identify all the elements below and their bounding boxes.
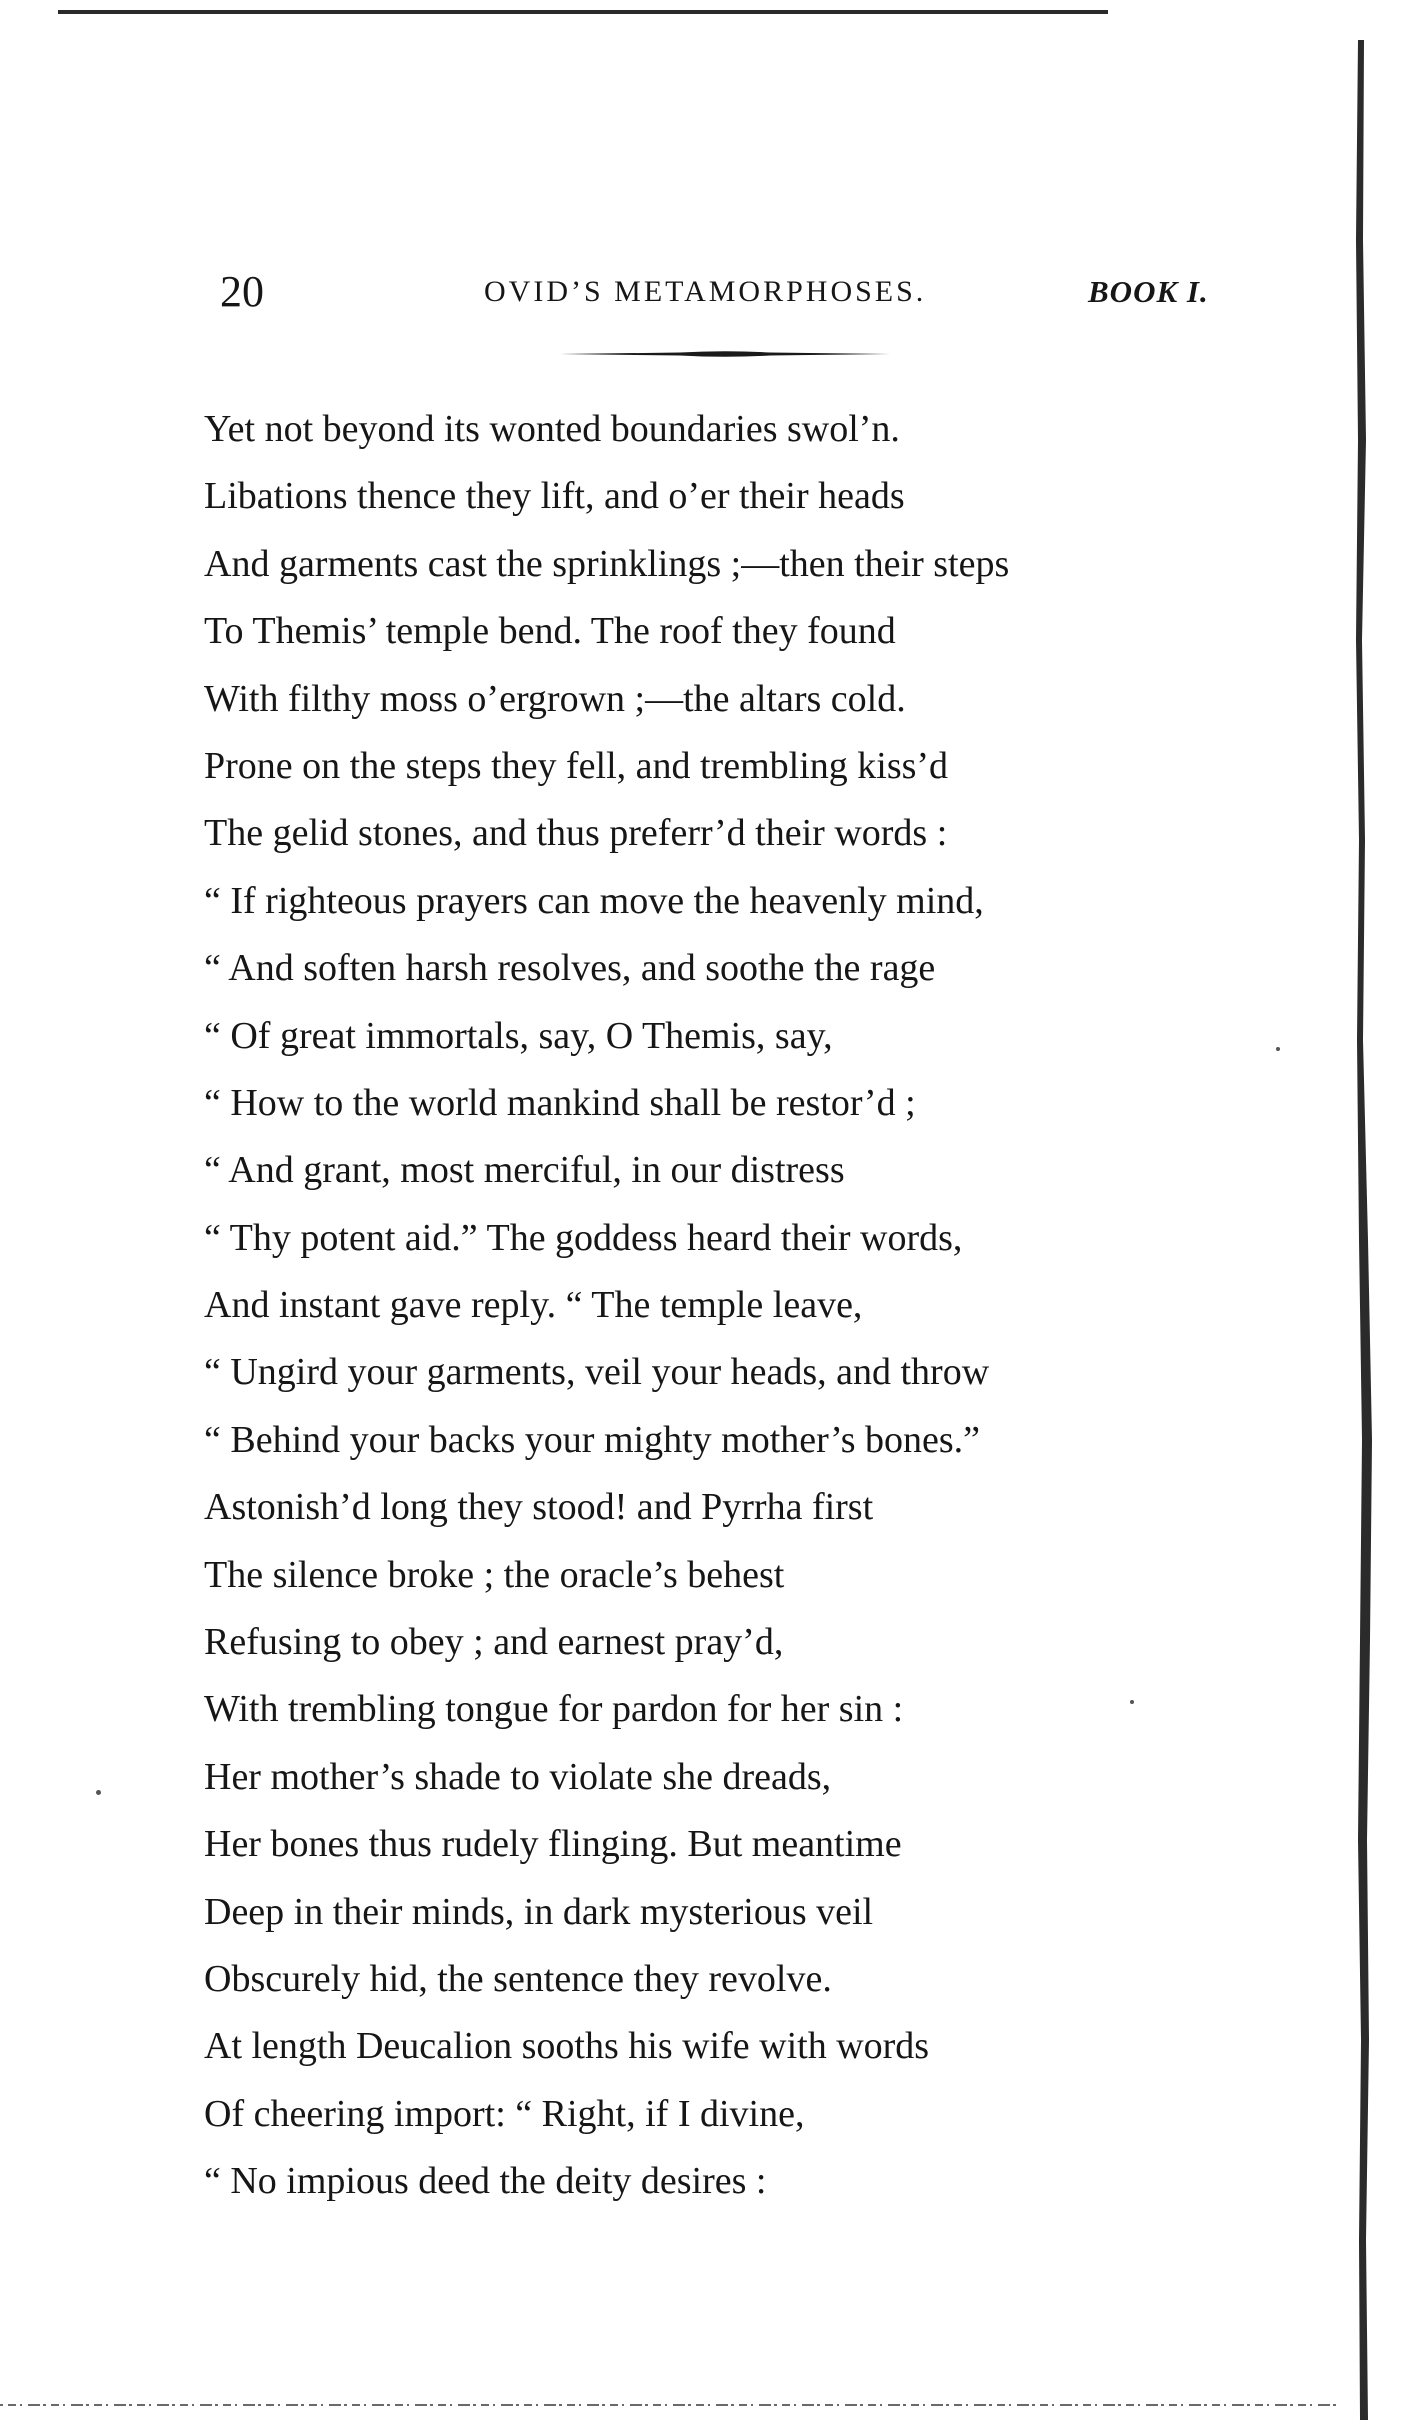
verse-line: Of cheering import: “ Right, if I divine, [204, 2092, 805, 2135]
verse-line: Prone on the steps they fell, and trembling kiss’d [204, 744, 949, 787]
bottom-edge-noise [0, 2396, 1340, 2404]
verse-line: “ And soften harsh resolves, and soothe the rage [204, 947, 936, 990]
verse-line: Libations thence they lift, and o’er their heads [204, 475, 905, 518]
page-header [0, 262, 1407, 322]
verse-line: The gelid stones, and thus preferr’d their words : [204, 812, 948, 855]
verse-line: “ Of great immortals, say, O Themis, say, [204, 1014, 833, 1057]
page-number: 20 [220, 267, 264, 316]
ink-speck [1130, 1700, 1134, 1704]
book-label: BOOK I. [1088, 274, 1209, 309]
running-title: OVID’S METAMORPHOSES. [484, 275, 927, 308]
ornamental-rule [560, 350, 890, 358]
page-edge-shadow [1350, 40, 1376, 2420]
verse-line: And garments cast the sprinklings ;—then their steps [204, 542, 1010, 585]
verse-line: Yet not beyond its wonted boundaries swol’n. [204, 408, 900, 450]
verse-line: “ How to the world mankind shall be restor’d ; [204, 1081, 916, 1124]
verse-line: With filthy moss o’ergrown ;—the altars cold. [204, 677, 906, 720]
top-border-rule [58, 10, 1108, 14]
verse-line: “ No impious deed the deity desires : [204, 2160, 767, 2203]
verse-line: Deep in their minds, in dark mysterious veil [204, 1890, 874, 1933]
verse-line: And instant gave reply. “ The temple leave, [204, 1284, 863, 1327]
verse-line: To Themis’ temple bend. The roof they found [204, 610, 896, 653]
verse-line: Obscurely hid, the sentence they revolve. [204, 1957, 832, 2000]
verse-line: The silence broke ; the oracle’s behest [204, 1553, 785, 1596]
verse-line: With trembling tongue for pardon for her sin : [204, 1688, 904, 1731]
verse-line: “ Behind your backs your mighty mother’s bones.” [204, 1418, 981, 1461]
ink-speck [96, 1790, 101, 1795]
verse-line: “ Ungird your garments, veil your heads, and throw [204, 1351, 990, 1394]
verse-line: Her bones thus rudely flinging. But meantime [204, 1823, 902, 1866]
verse-text [204, 396, 1204, 2216]
verse-line: Her mother’s shade to violate she dreads, [204, 1755, 832, 1798]
verse-line: Astonish’d long they stood! and Pyrrha first [204, 1486, 874, 1529]
verse-line: At length Deucalion sooths his wife with words [204, 2025, 930, 2068]
verse-line: “ If righteous prayers can move the heavenly mind, [204, 879, 984, 922]
verse-line: “ Thy potent aid.” The goddess heard their words, [204, 1216, 963, 1259]
ink-speck [1276, 1047, 1280, 1051]
verse-line: Refusing to obey ; and earnest pray’d, [204, 1621, 784, 1664]
verse-line: “ And grant, most merciful, in our distress [204, 1149, 845, 1192]
